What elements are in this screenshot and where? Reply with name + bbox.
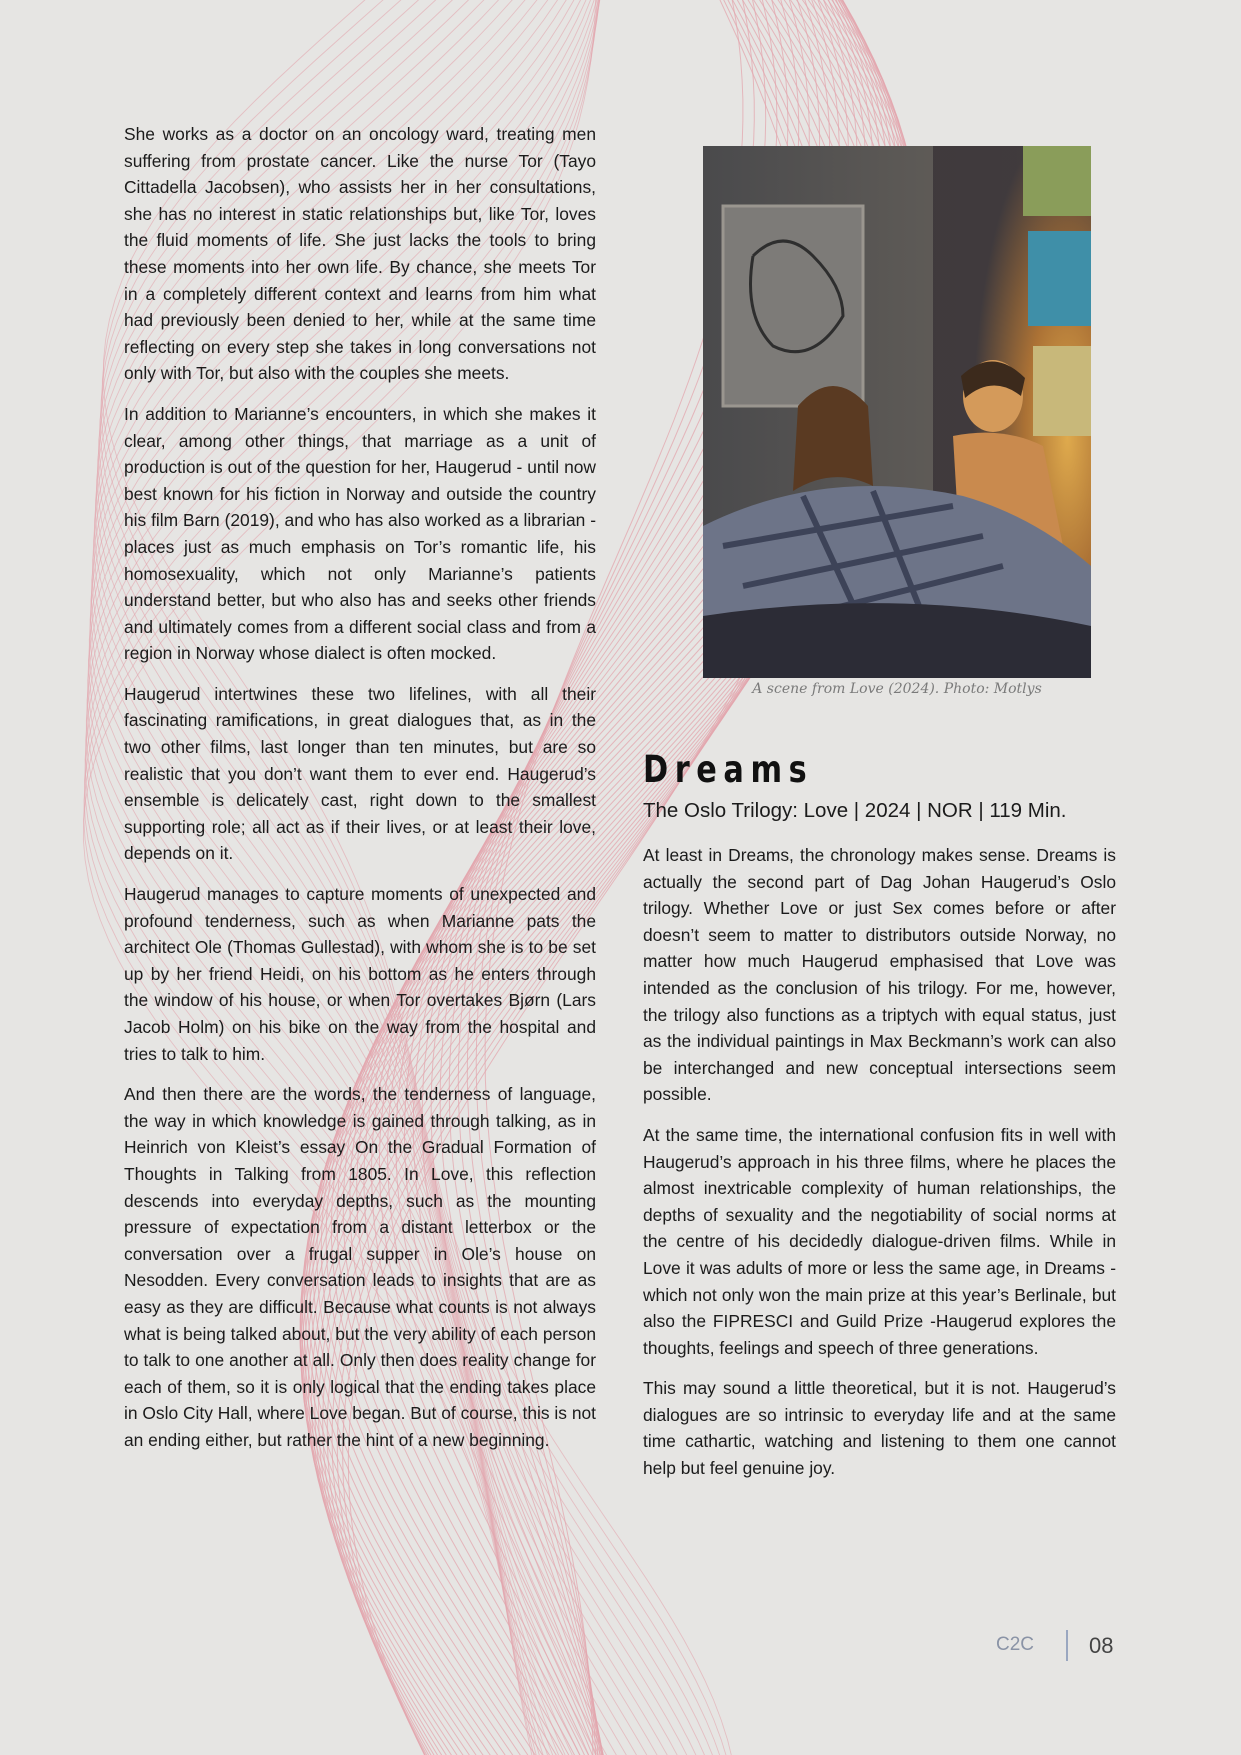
body-paragraph: Haugerud intertwines these two lifelines, with all their fascinating ramifications, in great dialogues that, as in the two other films, last longer than ten minutes, but are so realistic that you don’t want them to ever end. Haugerud’s ensemble is delicately cast, right down to the smallest supporting role; all act as if their lives, or at least their love, depends on it.: [124, 683, 596, 864]
footer-brand: C2C: [996, 1634, 1035, 1655]
photo-caption: A scene from Love (2024). Photo: Motlys: [752, 681, 1042, 697]
page-number: 08: [1089, 1633, 1114, 1658]
body-paragraph: At least in Dreams, the chronology makes sense. Dreams is actually the second part of Dag Johan Haugerud’s Oslo trilogy. Whether Love or just Sex comes before or after doesn’t seem to matter to distributors outside Norway, no matter how much Haugerud emphasised that Love was intended as the conclusion of his trilogy. For me, however, the trilogy also functions as a triptych with equal status, just as the individual paintings in Max Beckmann’s work can also be interchanged and new conceptual intersections seem possible.: [643, 845, 1116, 1105]
footer-divider: [1066, 1630, 1068, 1661]
body-paragraph: And then there are the words, the tenderness of language, the way in which knowledge is gained through talking, as in Heinrich von Kleist’s essay On the Gradual Formation of Thoughts in Talking from 1805. In Love, this reflection descends into everyday depths, such as the mounting pressure of expectation from a distant letterbox or the conversation over a frugal supper in Ole’s house on Nesodden. Every conversation leads to insights that are as easy as they are difficult. Because what counts is not always what is being talked about, but the very ability of each person to talk to one another at all. Only then does reality change for each of them, so it is only logical that the ending takes place in Oslo City Hall, where Love began. But of course, this is not an ending either, but rather the hint of a new beginning.: [124, 1084, 596, 1450]
body-paragraph: In addition to Marianne’s encounters, in which she makes it clear, among other things, that marriage as a unit of production is out of the question for her, Haugerud - until now best known for his fiction in Norway and outside the country his film Barn (2019), and who has also worked as a librarian - places just as much emphasis on Tor’s romantic life, his homosexuality, which not only Marianne’s patients understand better, but who also has and seeks other friends and ultimately comes from a different social class and from a region in Norway whose dialect is often mocked.: [124, 403, 596, 664]
body-paragraph: At the same time, the international confusion fits in well with Haugerud’s approach in his three films, where he places the almost inextricable complexity of human relationships, the depths of sexuality and the negotiability of social norms at the centre of his decidedly dialogue-driven films. While in Love it was adults of more or less the same age, in Dreams - which not only won the main prize at this year’s Berlinale, but also the FIPRESCI and Guild Prize -Haugerud explores the thoughts, feelings and speech of three generations.: [643, 1124, 1116, 1358]
film-still-photo: [703, 146, 1091, 678]
left-text-column: [124, 121, 596, 1468]
section-title: Dreams: [643, 748, 814, 791]
section-subtitle: The Oslo Trilogy: Love | 2024 | NOR | 119 Min.: [643, 799, 1067, 822]
body-paragraph: Haugerud manages to capture moments of unexpected and profound tenderness, such as when Marianne pats the architect Ole (Thomas Gullestad), with whom she is to be set up by her friend Heidi, on his bottom as he enters through the window of his house, or when Tor overtakes Bjørn (Lars Jacob Holm) on his bike on the way from the hospital and tries to talk to him.: [124, 884, 596, 1064]
body-paragraph: She works as a doctor on an oncology ward, treating men suffering from prostate cancer. Like the nurse Tor (Tayo Cittadella Jacobsen), who assists her in her consultations, she has no interest in static relationships but, like Tor, loves the fluid moments of life. She just lacks the tools to bring these moments into her own life. By chance, she meets Tor in a completely different context and learns from him what had previously been denied to her, while at the same time reflecting on every step she takes in long conversations not only with Tor, but also with the couples she meets.: [124, 124, 596, 384]
right-text-column: [643, 842, 1116, 1496]
body-paragraph: This may sound a little theoretical, but it is not. Haugerud’s dialogues are so intrinsic to everyday life and at the same time cathartic, watching and listening to them one cannot help but feel genuine joy.: [643, 1378, 1116, 1479]
film-still-illustration: [703, 146, 1091, 678]
